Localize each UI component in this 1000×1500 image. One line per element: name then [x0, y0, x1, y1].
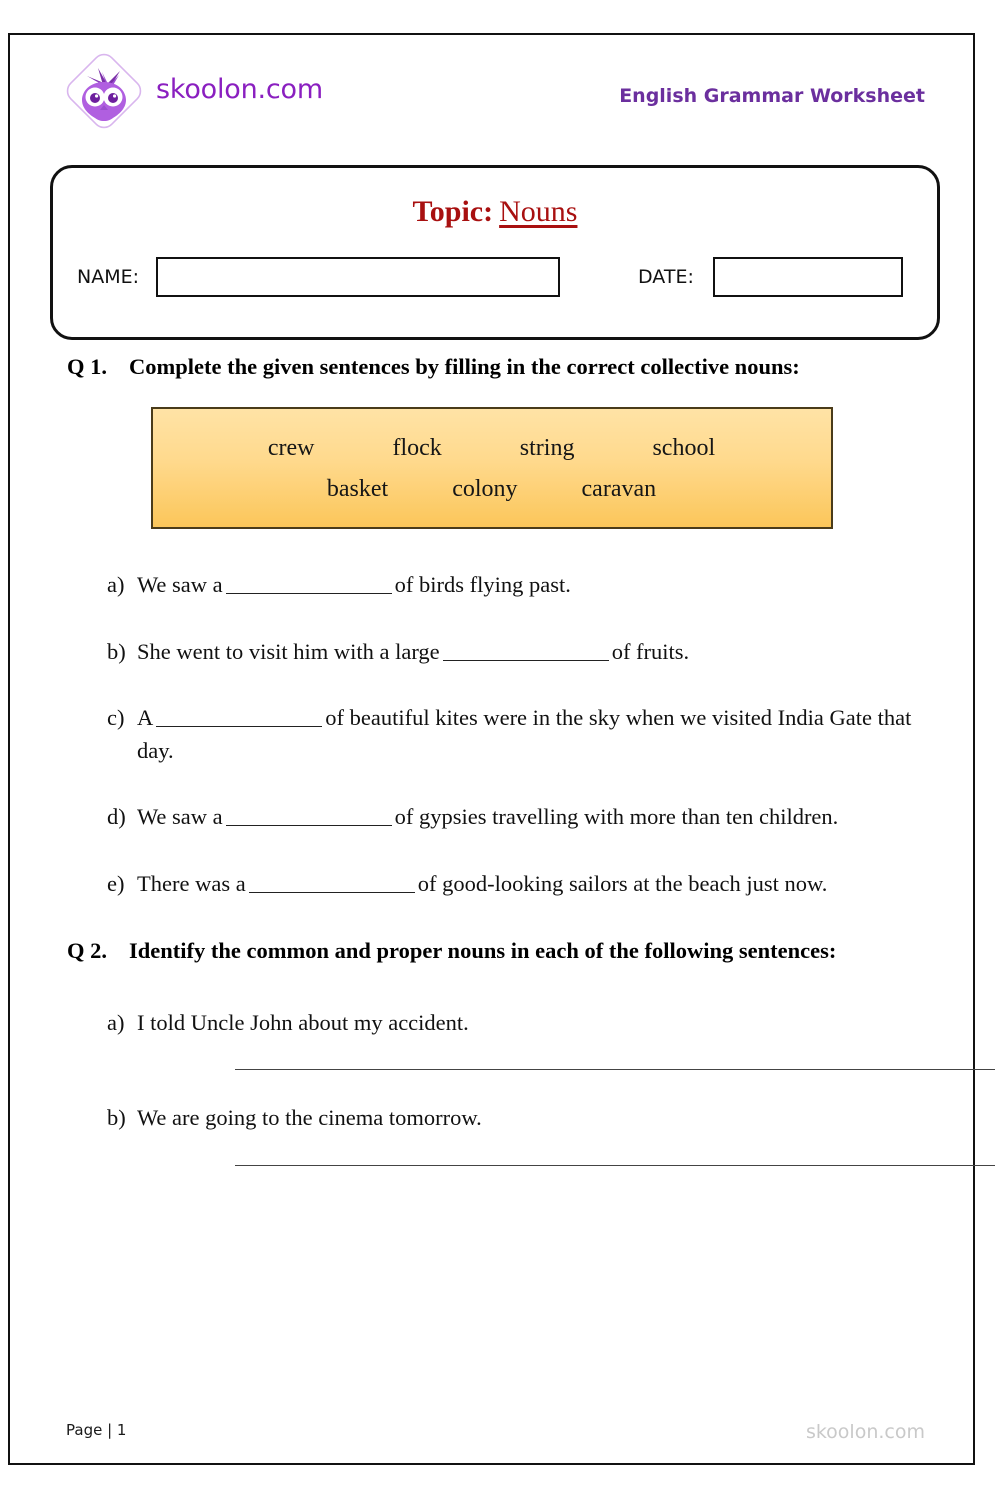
topic-label: Topic:: [412, 195, 494, 228]
question-2-prompt: Identify the common and proper nouns in each of the following sentences:: [129, 937, 837, 963]
item-sentence: I told Uncle John about my accident.: [137, 1009, 469, 1035]
name-date-row: [53, 257, 937, 297]
item-body: [137, 636, 918, 669]
fill-blank[interactable]: [443, 660, 609, 661]
brand-logo-group: [62, 49, 323, 133]
worksheet-title: English Grammar Worksheet: [619, 85, 925, 107]
answer-line[interactable]: [235, 1165, 995, 1166]
page-masthead: [10, 35, 973, 145]
question-2-block: [10, 935, 973, 1166]
word-bank-word: string: [519, 434, 575, 461]
item-label: e): [107, 871, 125, 897]
question-1-items: [10, 569, 973, 901]
word-bank: [151, 407, 833, 529]
item-label: c): [107, 705, 125, 731]
topic-value: Nouns: [499, 195, 578, 228]
item-label: b): [107, 638, 126, 664]
item-text-after: of birds flying past.: [394, 571, 571, 597]
item-body: [137, 702, 918, 767]
owl-logo-icon: [62, 49, 146, 133]
question-1-prompt: Complete the given sentences by filling in the correct collective nouns:: [129, 354, 800, 379]
list-item-group: [107, 1102, 918, 1166]
date-label: DATE:: [638, 266, 694, 288]
list-item: [107, 569, 918, 602]
worksheet-page: [8, 33, 975, 1465]
word-bank-word: crew: [267, 434, 315, 461]
answer-line[interactable]: [235, 1069, 995, 1070]
fill-blank[interactable]: [226, 593, 392, 594]
name-label: NAME:: [77, 266, 140, 288]
item-label: d): [107, 804, 126, 830]
word-bank-word: school: [652, 434, 716, 461]
item-text-before: We saw a: [137, 571, 223, 597]
item-text-after: of beautiful kites were in the sky when we visited India Gate that day.: [137, 705, 912, 763]
fill-blank[interactable]: [249, 892, 415, 893]
item-label: a): [107, 1009, 125, 1035]
fill-blank[interactable]: [156, 726, 322, 727]
item-text-before: There was a: [137, 871, 246, 897]
list-item: [107, 1102, 918, 1135]
item-text-before: A: [137, 705, 154, 731]
item-label: a): [107, 571, 125, 597]
date-input[interactable]: [713, 257, 903, 297]
item-label: b): [107, 1105, 126, 1131]
brand-name: skoolon.com: [156, 73, 323, 105]
list-item-group: [107, 1007, 918, 1071]
question-2-number: Q 2.: [67, 937, 108, 963]
name-input[interactable]: [156, 257, 560, 297]
list-item: [107, 1007, 918, 1040]
item-text-after: of good-looking sailors at the beach just now.: [417, 871, 828, 897]
item-text-before: She went to visit him with a large: [137, 638, 440, 664]
footer-watermark: skoolon.com: [805, 1421, 925, 1443]
list-item: [107, 702, 918, 767]
item-sentence: We are going to the cinema tomorrow.: [137, 1105, 482, 1131]
question-1-heading: [10, 351, 973, 383]
worksheet-content: [10, 351, 973, 1198]
list-item: [107, 801, 918, 834]
word-bank-row-2: [153, 476, 831, 503]
question-2-items: [10, 1007, 973, 1166]
item-text-before: We saw a: [137, 804, 223, 830]
word-bank-word: flock: [392, 434, 442, 461]
page-number: Page | 1: [66, 1421, 127, 1439]
item-body: [137, 801, 918, 834]
item-body: [137, 868, 918, 901]
word-bank-row-1: [153, 435, 831, 462]
item-text-after: of gypsies travelling with more than ten children.: [394, 804, 839, 830]
topic-info-card: [50, 165, 940, 340]
topic-line: [53, 195, 937, 229]
question-1-block: [10, 351, 973, 901]
list-item: [107, 868, 918, 901]
word-bank-word: caravan: [581, 475, 657, 502]
page-footer: [10, 1421, 973, 1449]
item-body: [137, 569, 918, 602]
question-1-number: Q 1.: [67, 354, 108, 379]
fill-blank[interactable]: [226, 825, 392, 826]
word-bank-word: colony: [452, 475, 518, 502]
word-bank-word: basket: [326, 475, 389, 502]
list-item: [107, 636, 918, 669]
item-text-after: of fruits.: [611, 638, 690, 664]
question-2-heading: [10, 935, 973, 967]
